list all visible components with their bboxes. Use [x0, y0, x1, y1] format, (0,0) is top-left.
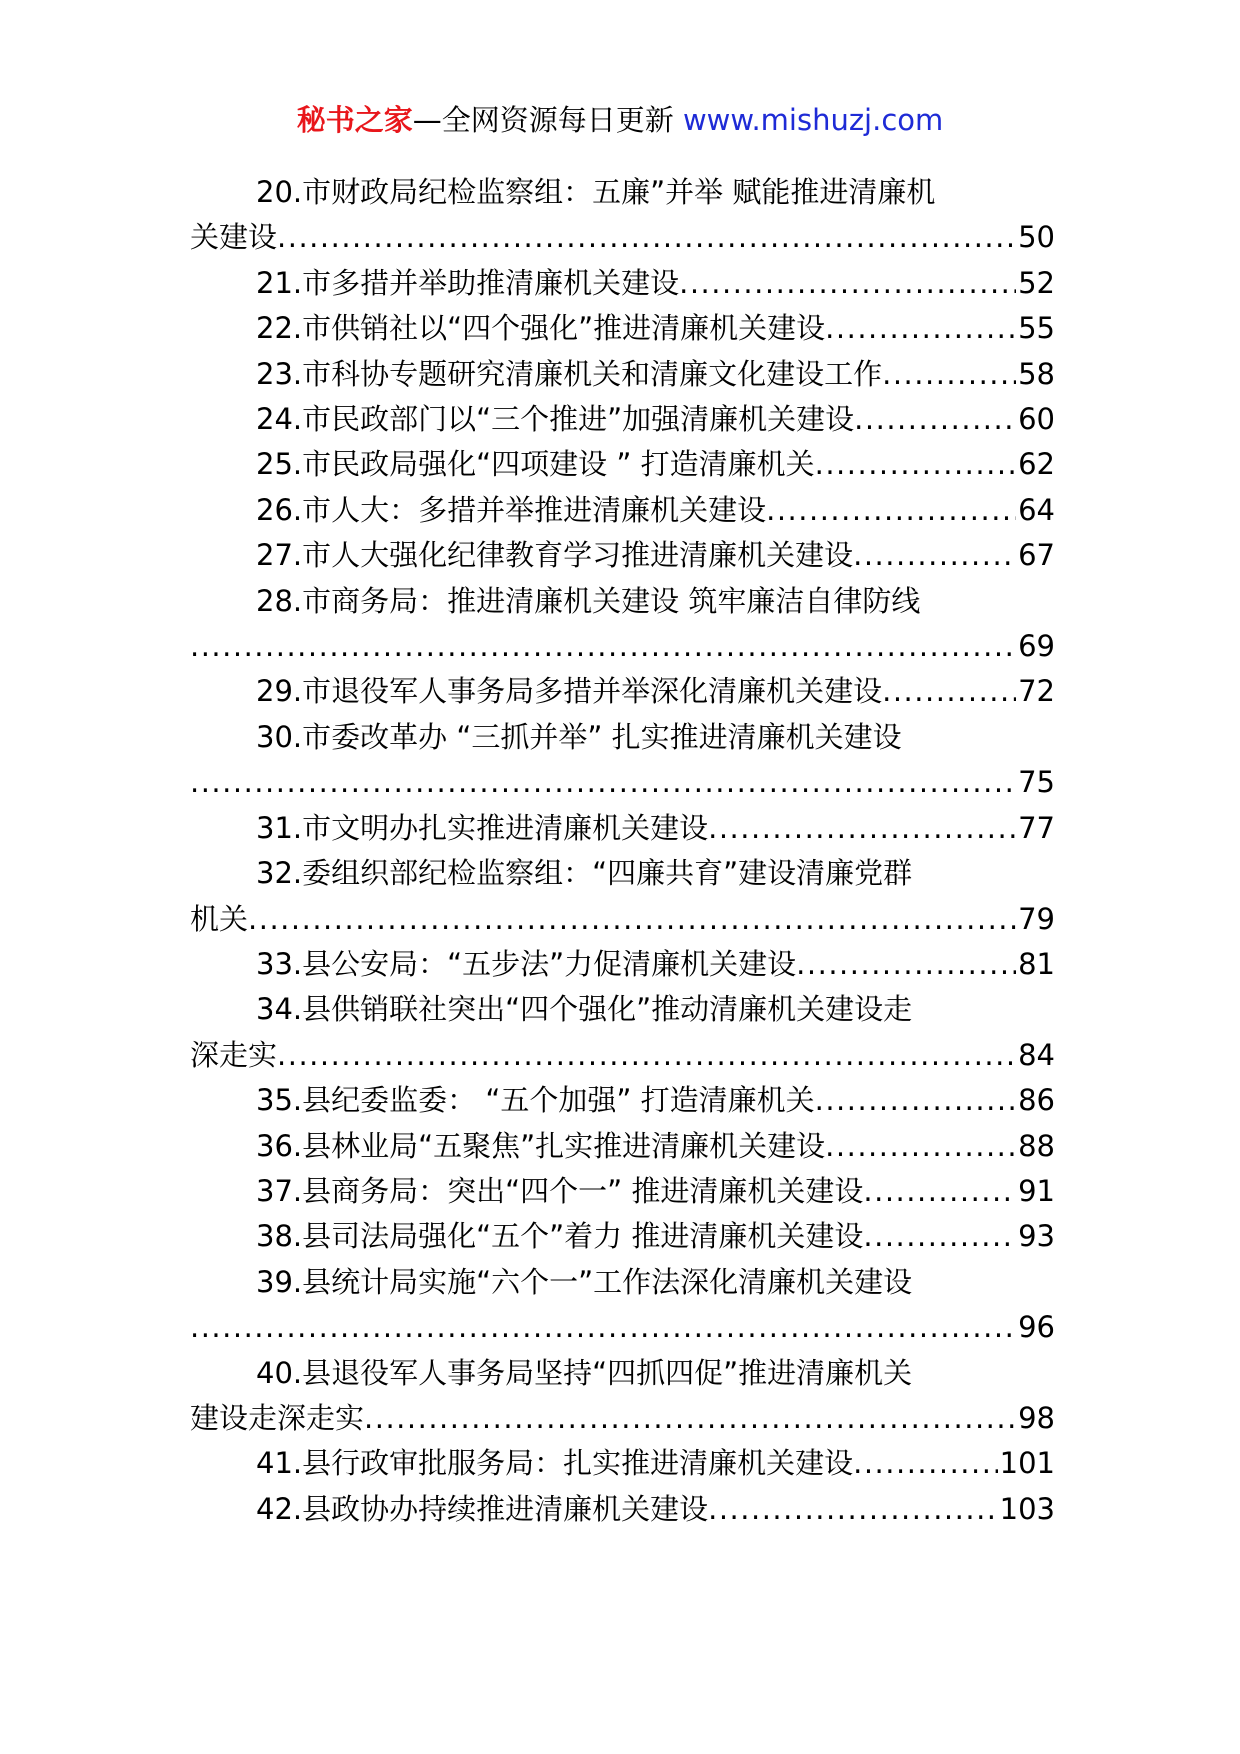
toc-dot-leader — [863, 1214, 1016, 1259]
toc-entry[interactable] — [190, 533, 1055, 578]
toc-entry-title: 24.市民政部门以“三个推进”加强清廉机关建设 — [256, 402, 855, 437]
toc-page-number: 77 — [1018, 810, 1055, 845]
toc-dot-leader — [190, 760, 1016, 805]
toc-entry-title: 深走实 — [190, 1037, 278, 1072]
toc-dot-leader — [248, 897, 1016, 942]
toc-entry[interactable] — [190, 1169, 1055, 1214]
toc-entry-title: 机关 — [190, 901, 249, 936]
toc-entry[interactable] — [190, 442, 1055, 487]
toc-dot-leader — [679, 261, 1016, 306]
toc-dot-leader — [815, 1078, 1016, 1123]
toc-dot-leader — [815, 442, 1016, 487]
toc-entry-title: 35.县纪委监委： “五个加强” 打造清廉机关 — [256, 1083, 815, 1118]
toc-entry-title: 34.县供销联社突出“四个强化”推动清廉机关建设走 — [256, 992, 913, 1027]
toc-page-number: 62 — [1018, 447, 1055, 482]
toc-page-number: 50 — [1018, 220, 1055, 255]
toc-page-number: 52 — [1018, 265, 1055, 300]
toc-entry[interactable] — [190, 1214, 1055, 1259]
site-url-link[interactable]: www.mishuzj.com — [682, 103, 944, 137]
toc-page-number: 64 — [1018, 492, 1055, 527]
toc-entry-title: 22.市供销社以“四个强化”推进清廉机关建设 — [256, 311, 826, 346]
toc-dot-leader — [708, 806, 1016, 851]
toc-page-number: 96 — [1018, 1310, 1055, 1345]
toc-dot-leader — [364, 1396, 1016, 1441]
toc-entry-title: 41.县行政审批服务局：扎实推进清廉机关建设 — [256, 1446, 854, 1481]
toc-entry[interactable] — [190, 579, 1055, 670]
toc-entry-title: 28.市商务局：推进清廉机关建设 筑牢廉洁自律防线 — [256, 583, 921, 618]
toc-dot-leader — [277, 215, 1016, 260]
toc-dot-leader — [882, 669, 1016, 714]
toc-entry-title: 39.县统计局实施“六个一”工作法深化清廉机关建设 — [256, 1264, 913, 1299]
toc-dot-leader — [825, 1124, 1016, 1169]
toc-entry-title: 42.县政协办持续推进清廉机关建设 — [256, 1491, 709, 1526]
toc-page-number: 88 — [1018, 1128, 1055, 1163]
toc-entry-title: 38.县司法局强化“五个”着力 推进清廉机关建设 — [256, 1219, 864, 1254]
toc-dot-leader — [853, 1441, 998, 1486]
toc-dot-leader — [863, 1169, 1016, 1214]
toc-page-number: 67 — [1018, 538, 1055, 573]
table-of-contents — [190, 170, 1055, 1532]
toc-entry-title: 25.市民政局强化“四项建设 ” 打造清廉机关 — [256, 447, 815, 482]
toc-entry[interactable] — [190, 170, 1055, 261]
toc-dot-leader — [190, 624, 1016, 669]
toc-entry-title: 29.市退役军人事务局多措并举深化清廉机关建设 — [256, 674, 883, 709]
toc-entry[interactable] — [190, 1441, 1055, 1486]
toc-page-number: 91 — [1018, 1173, 1055, 1208]
toc-entry[interactable] — [190, 488, 1055, 533]
toc-page-number: 58 — [1018, 356, 1055, 391]
page-header — [0, 100, 1240, 140]
toc-entry[interactable] — [190, 261, 1055, 306]
toc-entry[interactable] — [190, 352, 1055, 397]
toc-entry[interactable] — [190, 942, 1055, 987]
toc-page-number: 103 — [999, 1491, 1055, 1526]
toc-entry-title: 27.市人大强化纪律教育学习推进清廉机关建设 — [256, 538, 854, 573]
toc-entry[interactable] — [190, 1487, 1055, 1532]
toc-entry[interactable] — [190, 1351, 1055, 1442]
toc-dot-leader — [853, 533, 1016, 578]
toc-entry-title: 建设走深走实 — [190, 1400, 365, 1435]
brand-name: 秘书之家 — [296, 103, 413, 137]
toc-entry[interactable] — [190, 806, 1055, 851]
toc-entry-title: 21.市多措并举助推清廉机关建设 — [256, 265, 680, 300]
toc-page-number: 84 — [1018, 1037, 1055, 1072]
toc-entry[interactable] — [190, 1124, 1055, 1169]
toc-entry[interactable] — [190, 715, 1055, 806]
toc-page-number: 72 — [1018, 674, 1055, 709]
toc-entry[interactable] — [190, 1078, 1055, 1123]
toc-dot-leader — [190, 1305, 1016, 1350]
toc-page-number: 60 — [1018, 402, 1055, 437]
toc-entry-title: 31.市文明办扎实推进清廉机关建设 — [256, 810, 709, 845]
toc-dot-leader — [796, 942, 1016, 987]
toc-entry[interactable] — [190, 1260, 1055, 1351]
toc-dot-leader — [882, 352, 1016, 397]
toc-page-number: 75 — [1018, 765, 1055, 800]
toc-entry-title: 30.市委改革办 “三抓并举” 扎实推进清廉机关建设 — [256, 719, 902, 754]
toc-entry-title: 36.县林业局“五聚焦”扎实推进清廉机关建设 — [256, 1128, 826, 1163]
toc-entry-title: 26.市人大：多措并举推进清廉机关建设 — [256, 492, 767, 527]
toc-entry-title: 37.县商务局：突出“四个一” 推进清廉机关建设 — [256, 1173, 864, 1208]
header-slogan: —全网资源每日更新 — [412, 103, 683, 137]
toc-dot-leader — [825, 306, 1016, 351]
toc-page-number: 69 — [1018, 629, 1055, 664]
toc-entry-title: 23.市科协专题研究清廉机关和清廉文化建设工作 — [256, 356, 883, 391]
toc-page-number: 93 — [1018, 1219, 1055, 1254]
toc-page-number: 79 — [1018, 901, 1055, 936]
toc-entry-title: 20.市财政局纪检监察组：五廉”并举 赋能推进清廉机 — [256, 175, 936, 209]
toc-page-number: 101 — [999, 1446, 1055, 1481]
toc-dot-leader — [854, 397, 1016, 442]
toc-dot-leader — [277, 1033, 1016, 1078]
toc-entry[interactable] — [190, 851, 1055, 942]
toc-page-number: 86 — [1018, 1083, 1055, 1118]
toc-dot-leader — [766, 488, 1016, 533]
toc-entry[interactable] — [190, 306, 1055, 351]
toc-page-number: 98 — [1018, 1400, 1055, 1435]
toc-entry[interactable] — [190, 987, 1055, 1078]
toc-page-number: 81 — [1018, 946, 1055, 981]
toc-page-number: 55 — [1018, 311, 1055, 346]
toc-entry-title: 关建设 — [190, 220, 278, 255]
toc-dot-leader — [708, 1487, 998, 1532]
toc-entry-title: 33.县公安局：“五步法”力促清廉机关建设 — [256, 946, 797, 981]
toc-entry[interactable] — [190, 397, 1055, 442]
toc-entry-title: 32.委组织部纪检监察组：“四廉共育”建设清廉党群 — [256, 856, 913, 891]
toc-entry-title: 40.县退役军人事务局坚持“四抓四促”推进清廉机关 — [256, 1355, 913, 1390]
toc-entry[interactable] — [190, 669, 1055, 714]
